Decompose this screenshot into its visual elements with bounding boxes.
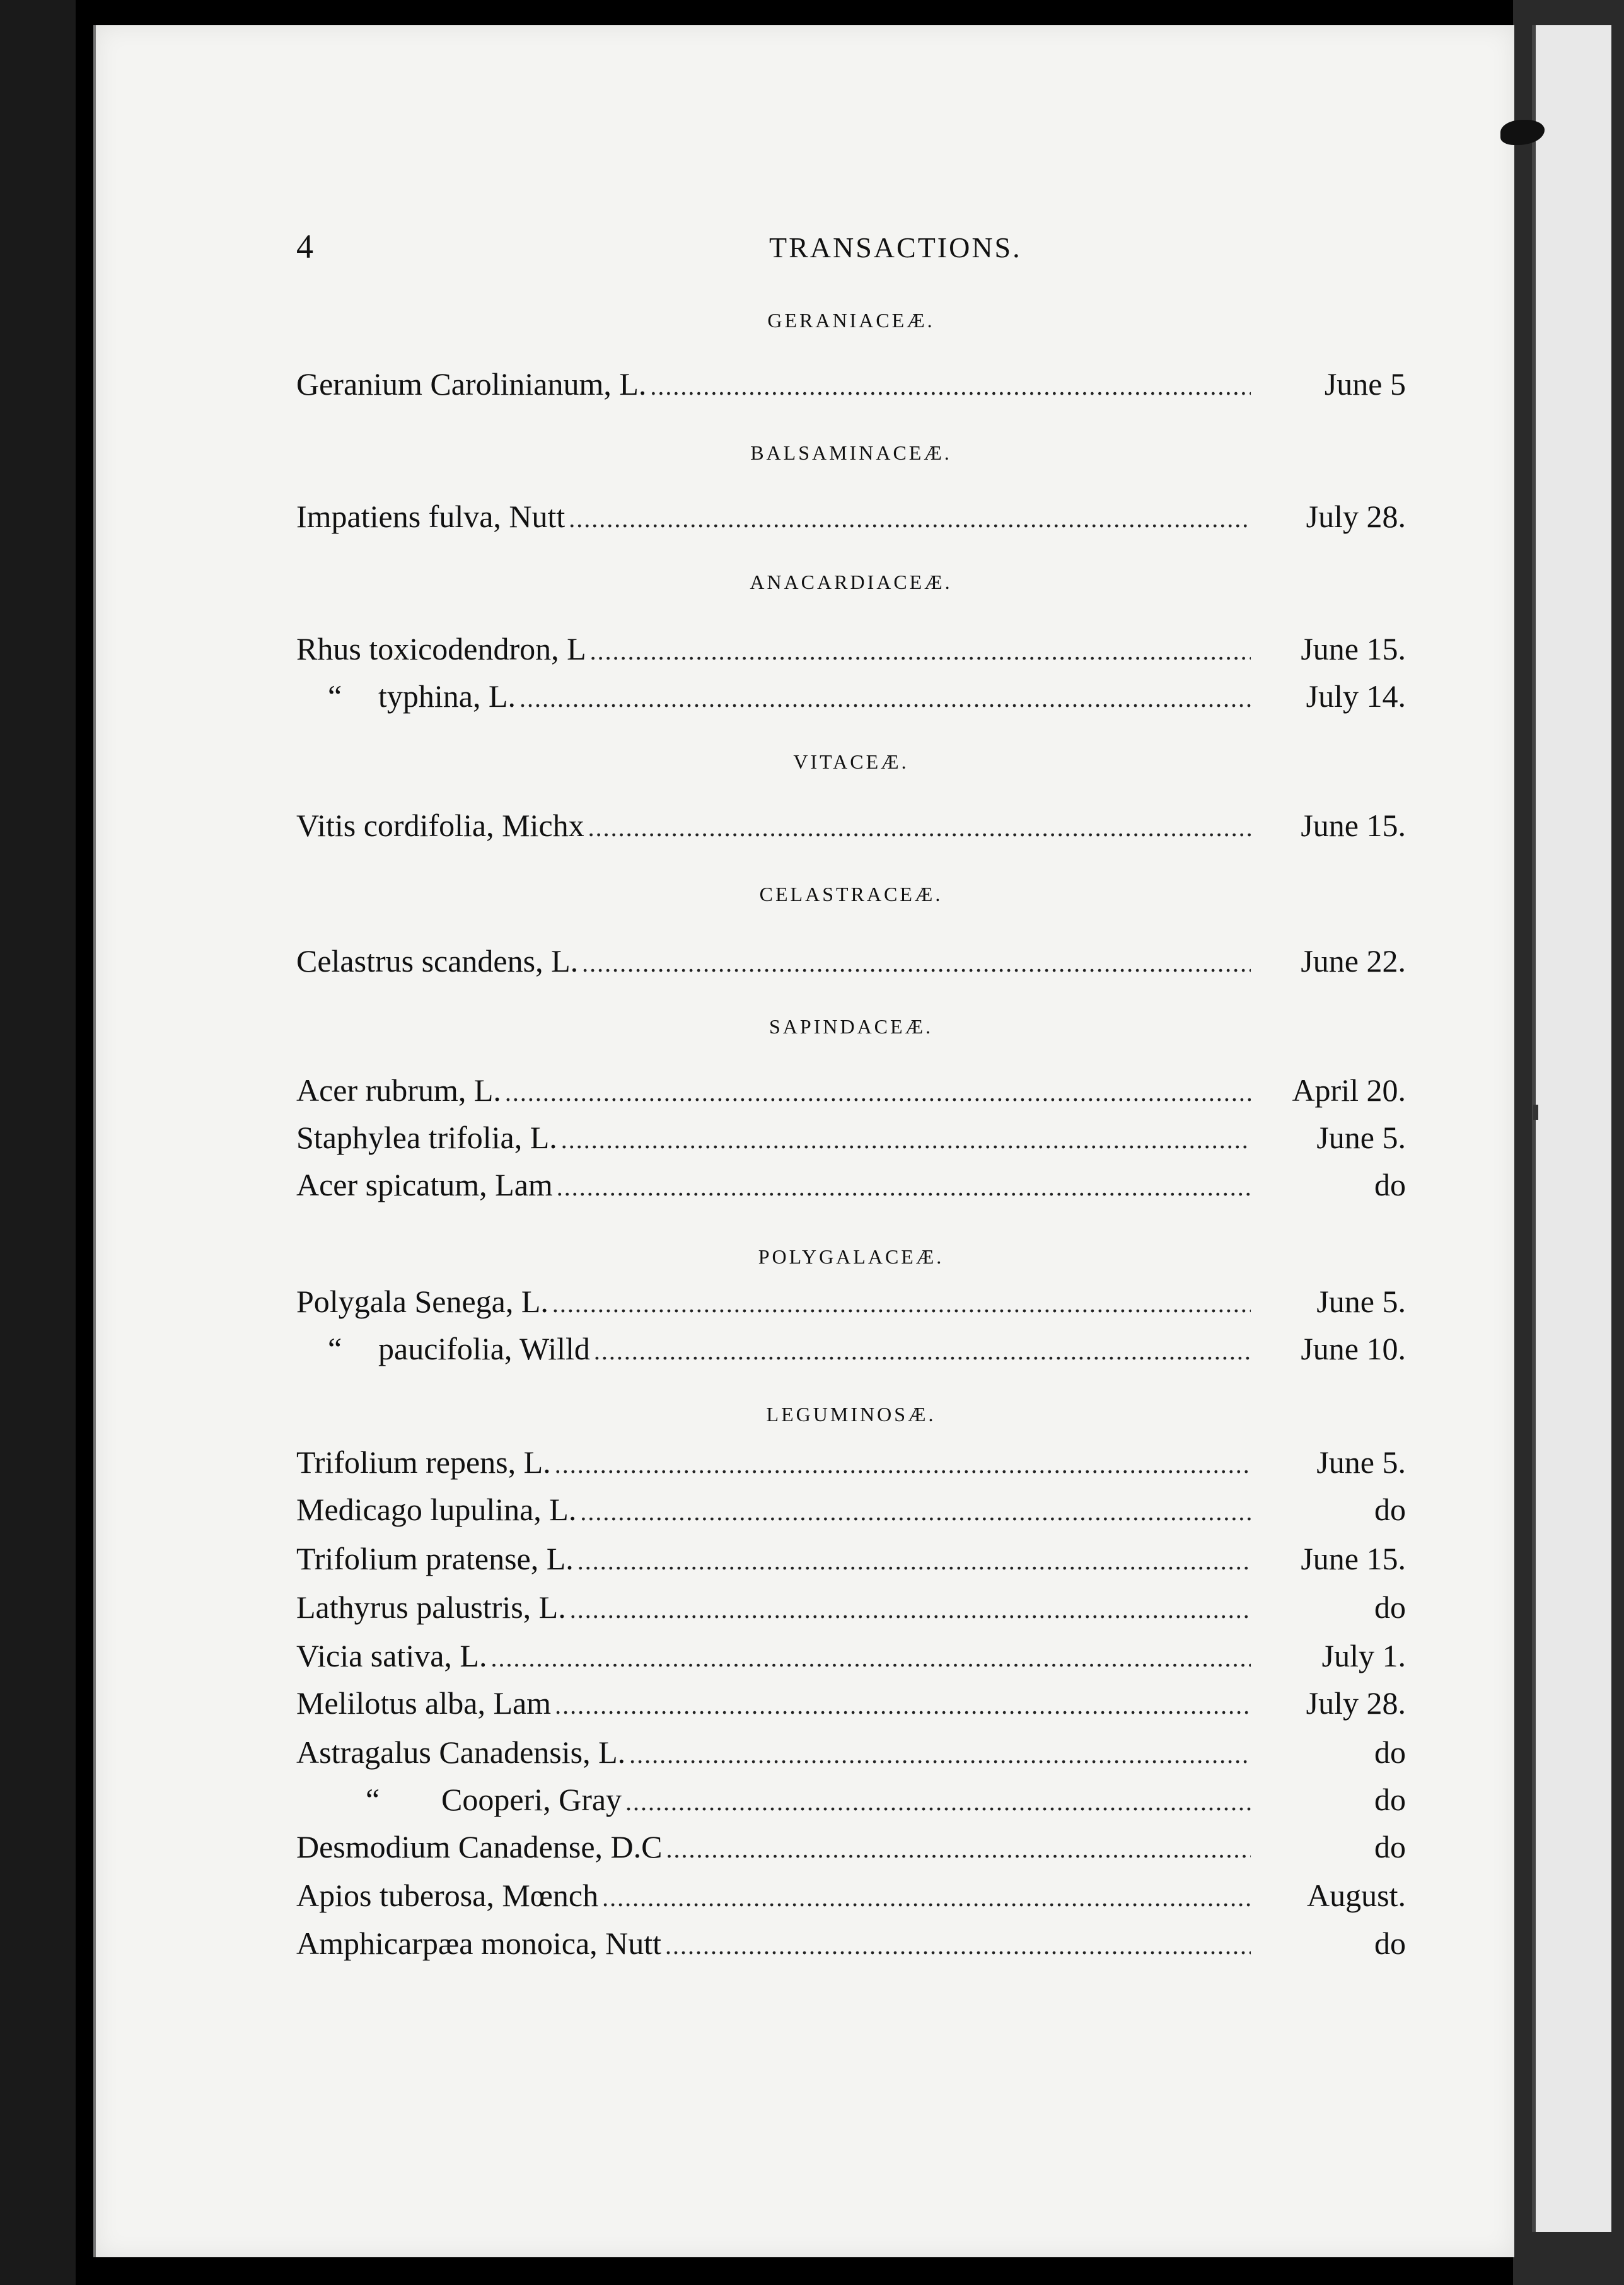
- leader-dots: [555, 1690, 1251, 1720]
- leader-dots: [665, 1931, 1251, 1960]
- species-name: Cooperi, Gray: [441, 1782, 622, 1817]
- flowering-date: do: [1374, 1926, 1406, 1961]
- entry-row: [296, 1491, 1406, 1529]
- ditto-mark: “: [328, 1331, 342, 1366]
- leader-dots: [557, 1172, 1251, 1202]
- flowering-date: June 22.: [1301, 943, 1406, 979]
- leader-dots: [666, 1834, 1251, 1864]
- flowering-date: June 15.: [1301, 631, 1406, 666]
- section-title: VITACEÆ.: [793, 750, 909, 773]
- leader-dots: [602, 1883, 1251, 1912]
- flowering-date: June 10.: [1301, 1331, 1406, 1366]
- entry-row: [296, 366, 1406, 404]
- entry-row: [296, 943, 1406, 980]
- running-head: TRANSACTIONS.: [769, 231, 1022, 264]
- entry-row: [296, 678, 1406, 716]
- flowering-date: June 5.: [1316, 1445, 1406, 1480]
- entry-row: [296, 1589, 1406, 1627]
- page-number: 4: [296, 228, 313, 265]
- facing-page-edge: [1532, 25, 1611, 2232]
- flowering-date: do: [1374, 1782, 1406, 1817]
- species-name: Rhus toxicodendron, L: [296, 631, 586, 666]
- species-name: Trifolium pratense, L.: [296, 1541, 574, 1576]
- leader-dots: [519, 683, 1251, 713]
- species-name: Apios tuberosa, Mœnch: [296, 1878, 599, 1913]
- flowering-date: do: [1374, 1492, 1406, 1527]
- entry-row: [296, 498, 1406, 536]
- flowering-date: do: [1374, 1735, 1406, 1770]
- species-name: Geranium Carolinianum, L.: [296, 366, 647, 402]
- species-name: Vicia sativa, L.: [296, 1638, 487, 1673]
- species-name: Impatiens fulva, Nutt: [296, 499, 566, 534]
- entry-row: [296, 1829, 1406, 1866]
- species-name: Desmodium Canadense, D.C: [296, 1829, 663, 1864]
- flowering-date: July 28.: [1306, 499, 1406, 534]
- entry-row: [296, 1444, 1406, 1482]
- species-name: Amphicarpæa monoica, Nutt: [296, 1926, 662, 1961]
- species-name: Acer rubrum, L.: [296, 1073, 501, 1108]
- leader-dots: [577, 1546, 1251, 1576]
- section-title: CELASTRACEÆ.: [759, 883, 943, 905]
- entry-row: [296, 1877, 1406, 1915]
- species-name: typhina, L.: [378, 678, 516, 714]
- flowering-date: July 14.: [1306, 678, 1406, 714]
- leader-dots: [582, 948, 1251, 978]
- flowering-date: July 1.: [1321, 1638, 1406, 1673]
- leader-dots: [588, 813, 1251, 842]
- entry-row: [296, 1540, 1406, 1578]
- flowering-date: do: [1374, 1829, 1406, 1864]
- entry-row: [296, 807, 1406, 845]
- leader-dots: [594, 1336, 1251, 1366]
- entry-row: [296, 1637, 1406, 1675]
- flowering-date: June 5.: [1316, 1120, 1406, 1155]
- flowering-date: April 20.: [1292, 1073, 1406, 1108]
- section-title: SAPINDACEÆ.: [768, 1015, 934, 1038]
- entry-row: [296, 1685, 1406, 1723]
- flowering-date: June 5.: [1316, 1284, 1406, 1319]
- left-book-edge: [0, 0, 76, 2285]
- flowering-date: do: [1374, 1590, 1406, 1625]
- entry-row: [296, 1781, 1406, 1819]
- leader-dots: [625, 1787, 1251, 1817]
- species-name: Medicago lupulina, L.: [296, 1492, 577, 1527]
- section-title: GERANIACEÆ.: [767, 309, 935, 332]
- entry-row: [296, 1166, 1406, 1204]
- species-name: Staphylea trifolia, L.: [296, 1120, 557, 1155]
- leader-dots: [569, 504, 1251, 533]
- leader-dots: [561, 1125, 1251, 1154]
- flowering-date: June 15.: [1301, 1541, 1406, 1576]
- flowering-date: June 5: [1324, 366, 1406, 402]
- flowering-date: July 28.: [1306, 1685, 1406, 1721]
- species-name: Trifolium repens, L.: [296, 1445, 551, 1480]
- entry-row: [296, 1330, 1406, 1368]
- ink-speck: [1533, 1105, 1538, 1120]
- entry-row: [296, 1734, 1406, 1772]
- species-name: Celastrus scandens, L.: [296, 943, 579, 979]
- species-name: Lathyrus palustris, L.: [296, 1590, 566, 1625]
- leader-dots: [590, 636, 1251, 666]
- entry-row: [296, 1283, 1406, 1321]
- section-title: LEGUMINOSÆ.: [766, 1403, 936, 1426]
- page-header: [296, 227, 1406, 271]
- species-name: Polygala Senega, L.: [296, 1284, 548, 1319]
- species-name: Acer spicatum, Lam: [296, 1167, 553, 1202]
- entry-row: [296, 631, 1406, 668]
- entry-row: [296, 1072, 1406, 1110]
- leader-dots: [555, 1450, 1251, 1479]
- leader-dots: [552, 1289, 1251, 1318]
- leader-dots: [505, 1078, 1251, 1107]
- entry-row: [296, 1119, 1406, 1157]
- section-title: BALSAMINACEÆ.: [750, 441, 952, 464]
- flowering-date: do: [1374, 1167, 1406, 1202]
- flowering-date: August.: [1307, 1878, 1406, 1913]
- section-title: ANACARDIACEÆ.: [750, 571, 953, 593]
- ditto-mark: “: [328, 678, 342, 714]
- leader-dots: [650, 371, 1251, 401]
- species-name: Vitis cordifolia, Michx: [296, 808, 584, 843]
- section-title: POLYGALACEÆ.: [758, 1245, 944, 1268]
- species-name: paucifolia, Willd: [378, 1331, 590, 1366]
- leader-dots: [570, 1595, 1251, 1624]
- ditto-mark: “: [366, 1782, 380, 1817]
- species-name: Astragalus Canadensis, L.: [296, 1735, 626, 1770]
- leader-dots: [490, 1643, 1251, 1673]
- species-name: Melilotus alba, Lam: [296, 1685, 552, 1721]
- leader-dots: [580, 1497, 1251, 1526]
- flowering-date: June 15.: [1301, 808, 1406, 843]
- leader-dots: [629, 1740, 1251, 1769]
- entry-row: [296, 1925, 1406, 1963]
